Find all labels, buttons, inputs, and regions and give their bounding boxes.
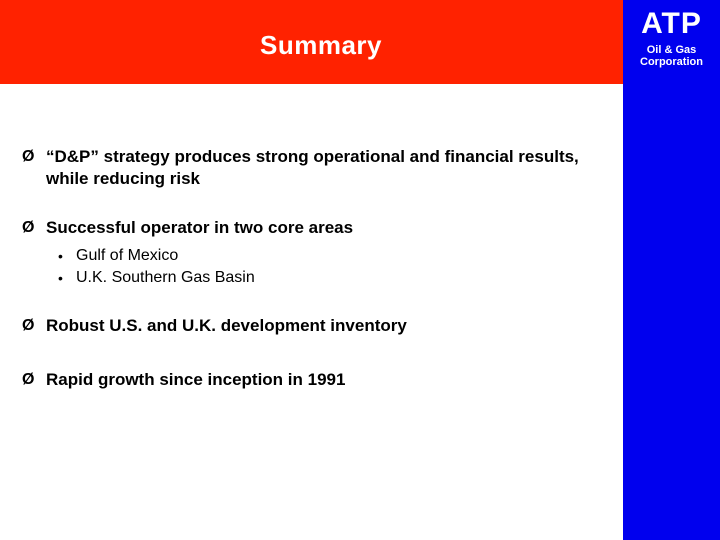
bullet-text: Robust U.S. and U.K. development inventory [46, 316, 407, 335]
company-logo-subtitle [623, 44, 720, 68]
sub-bullet-text: U.K. Southern Gas Basin [76, 269, 255, 286]
arrow-bullet-icon: Ø [22, 371, 35, 388]
bullet-text: Rapid growth since inception in 1991 [46, 370, 346, 389]
logo-subtitle-line-1: Oil & Gas [646, 44, 697, 56]
slide-title: Summary [260, 30, 382, 60]
company-logo: ATP [641, 7, 702, 40]
sub-bullet-item [58, 267, 612, 289]
bullet-list [22, 146, 612, 391]
bullet-text: “D&P” strategy produces strong operational and financial results, while reducing risk [46, 147, 579, 188]
logo-subtitle-line-2: Corporation [640, 56, 703, 68]
side-bar [623, 0, 720, 540]
sub-bullet-list [46, 245, 612, 289]
bullet-text: Successful operator in two core areas [46, 218, 354, 237]
bullet-item [22, 217, 612, 289]
arrow-bullet-icon: Ø [22, 148, 35, 165]
bullet-item [22, 369, 612, 391]
bullet-item [22, 146, 612, 190]
arrow-bullet-icon: Ø [22, 317, 35, 334]
sub-bullet-text: Gulf of Mexico [76, 247, 179, 264]
arrow-bullet-icon: Ø [22, 219, 35, 236]
sub-bullet-item [58, 245, 612, 267]
bullet-item [22, 315, 612, 337]
dot-bullet-icon: • [58, 248, 63, 264]
dot-bullet-icon: • [58, 270, 63, 286]
